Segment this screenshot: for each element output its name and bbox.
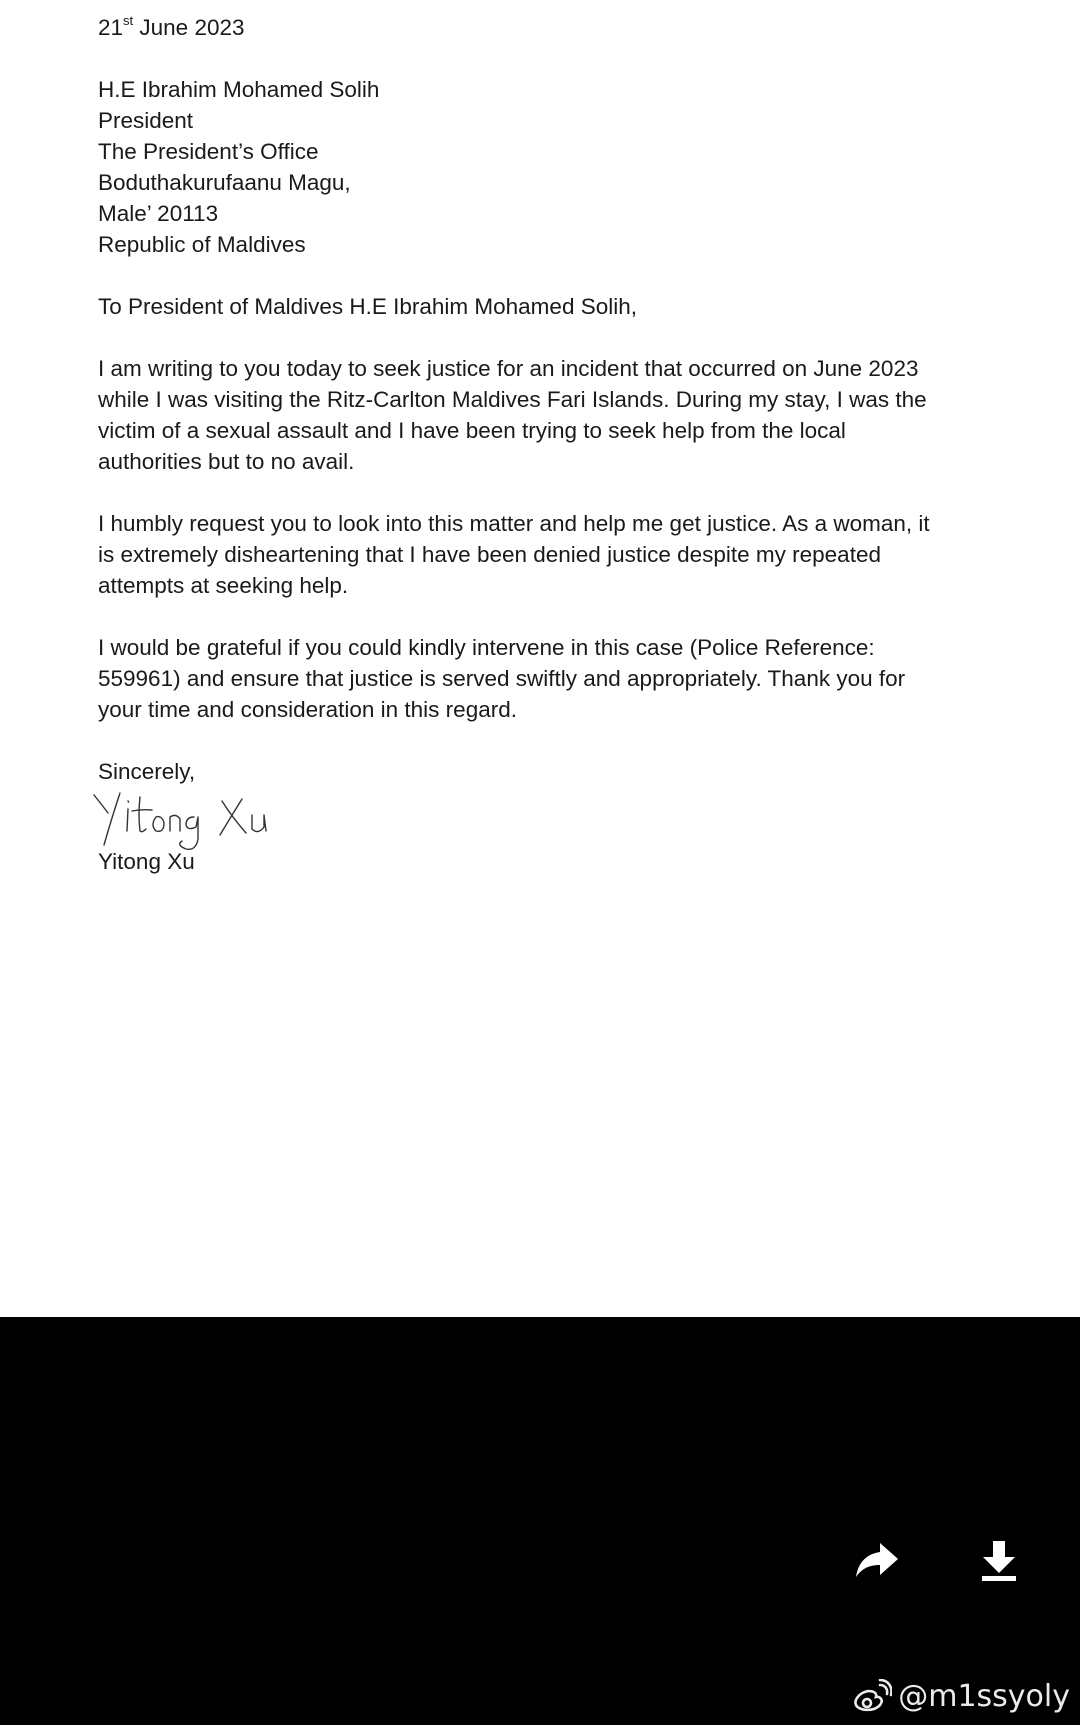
handwritten-signature (90, 787, 998, 849)
letter-date: 21st June 2023 (98, 12, 245, 40)
paragraph-line: authorities but to no avail. (98, 449, 355, 474)
image-viewer-toolbar (0, 1317, 1080, 1725)
address-line: Republic of Maldives (98, 232, 306, 257)
signature-drawing (90, 787, 310, 857)
paragraph-line: attempts at seeking help. (98, 573, 349, 598)
paragraph-3 (98, 632, 998, 725)
weibo-watermark (852, 1676, 1070, 1716)
paragraph-line: I would be grateful if you could kindly intervene in this case (Police Reference: (98, 635, 875, 660)
address-line: The President’s Office (98, 139, 319, 164)
closing: Sincerely, (98, 759, 196, 784)
paragraph-2 (98, 508, 998, 601)
download-icon (974, 1535, 1024, 1585)
paragraph-line: while I was visiting the Ritz-Carlton Maldives Fari Islands. During my stay, I was the (98, 387, 927, 412)
share-arrow-icon (852, 1535, 902, 1585)
letter-body (98, 12, 998, 877)
address-line: President (98, 108, 194, 133)
paragraph-line: victim of a sexual assault and I have been trying to seek help from the local (98, 418, 846, 443)
paragraph-1 (98, 353, 998, 477)
recipient-address (98, 74, 998, 260)
paragraph-line: is extremely disheartening that I have been denied justice despite my repeated (98, 542, 881, 567)
paragraph-line: your time and consideration in this regard. (98, 697, 517, 722)
signer-name: Yitong Xu (98, 849, 195, 874)
weibo-logo-icon (852, 1679, 892, 1713)
address-line: H.E Ibrahim Mohamed Solih (98, 77, 380, 102)
download-button[interactable] (974, 1535, 1024, 1585)
address-line: Boduthakurufaanu Magu, (98, 170, 351, 195)
paragraph-line: I am writing to you today to seek justice for an incident that occurred on June 2023 (98, 356, 919, 381)
paragraph-line: 559961) and ensure that justice is served swiftly and appropriately. Thank you for (98, 666, 906, 691)
share-button[interactable] (852, 1535, 902, 1585)
salutation: To President of Maldives H.E Ibrahim Mohamed Solih, (98, 294, 637, 319)
watermark-handle: @m1ssyoly (898, 1678, 1070, 1714)
address-line: Male’ 20113 (98, 201, 219, 226)
paragraph-line: I humbly request you to look into this matter and help me get justice. As a woman, it (98, 511, 930, 536)
